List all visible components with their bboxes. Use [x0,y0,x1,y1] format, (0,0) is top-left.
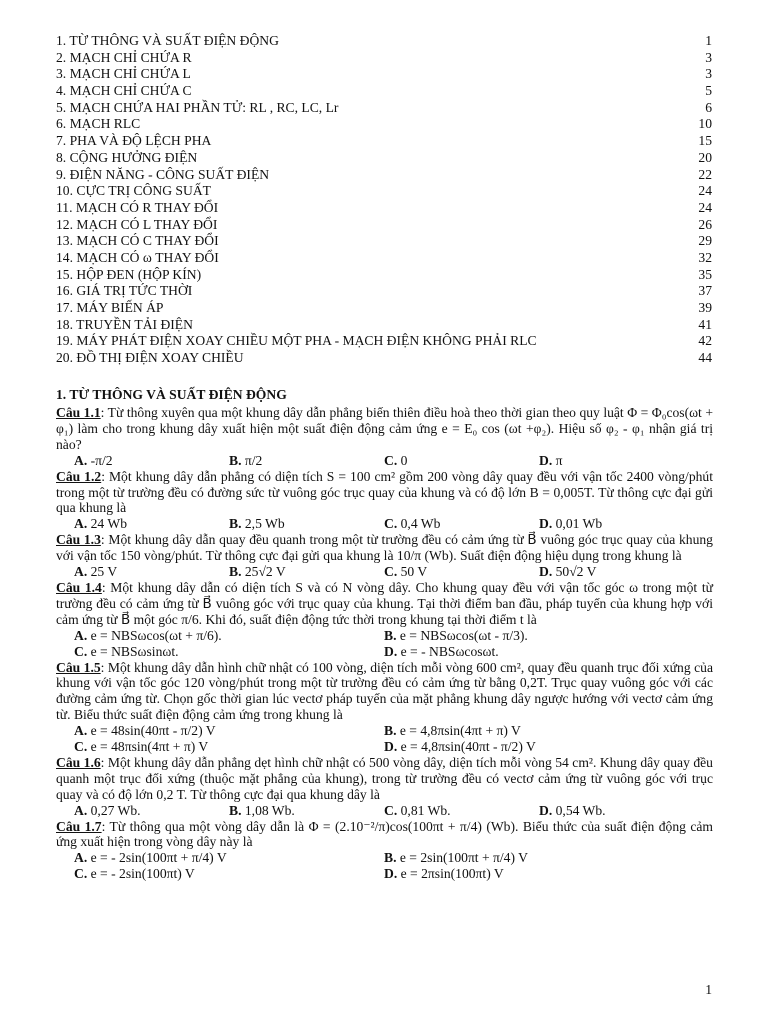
answer-option[interactable] [74,564,229,580]
option-text: π [552,452,563,468]
question-text [56,755,713,803]
toc-entry-page: 3 [705,49,712,65]
toc-entry-page: 22 [698,166,712,182]
toc-entry-page: 26 [698,216,712,232]
answer-option[interactable] [74,723,384,739]
toc-entry[interactable] [56,133,712,150]
option-letter: C. [384,564,398,580]
toc-entry-page: 5 [705,83,712,99]
option-letter: D. [384,866,398,882]
option-text: 25 V [87,564,118,580]
toc-entry[interactable] [56,317,712,334]
toc-entry-page: 10 [698,116,712,132]
question-label: Câu 1.7 [56,818,102,834]
toc-entry[interactable] [56,217,712,234]
answer-option[interactable] [74,628,384,644]
toc-entry-page: 41 [698,316,712,332]
option-text: e = 48sin(40πt - π/2) V [87,723,216,739]
question-body: : Một khung dây dẫn phẳng có diện tích S = 100 cm² gồm 200 vòng dây quay đều với vận tốc 2400 vòng/phút trong một từ trường đều có đường sức từ vuông góc trục quay của khung và có độ lớn B = 0,005T. Từ thông cực đại gửi qua khung là [56,468,713,516]
answer-options [56,803,713,819]
page-number: 1 [705,982,712,997]
toc-entry[interactable] [56,33,712,50]
answer-option[interactable] [74,516,229,532]
option-letter: A. [74,802,88,818]
toc-entry-title: 10. CỰC TRỊ CÔNG SUẤT [56,183,211,199]
option-letter: B. [384,627,397,643]
option-text: e = 4,8πsin(40πt - π/2) V [397,739,536,755]
toc-entry-page: 20 [698,149,712,165]
toc-entry-page: 35 [698,266,712,282]
toc-entry[interactable] [56,66,712,83]
toc-entry-title: 5. MẠCH CHỨA HAI PHẦN TỬ: RL , RC, LC, Lr [56,99,339,115]
option-letter: C. [74,739,88,755]
option-text: e = - 2sin(100πt + π/4) V [87,850,227,866]
answer-option[interactable] [384,644,694,660]
question-body: : Từ thông xuyên qua một khung dây dẫn phẳng biến thiên điều hoà theo thời gian theo quy luật Φ = Φ₀cos(ωt + φ₁) làm cho trong khung dây xuất hiện một suất điện động cảm ứng e = E₀ cos (ωt +φ₂). Hiệu số φ₂ - φ₁ nhận giá trị nào? [56,405,713,452]
toc-entry-page: 44 [698,350,712,366]
question-text [56,819,713,851]
answer-option[interactable] [384,739,694,755]
question-label: Câu 1.3 [56,532,101,548]
question-label: Câu 1.5 [56,659,101,675]
question-label: Câu 1.2 [56,468,102,484]
toc-entry-title: 1. TỪ THÔNG VÀ SUẤT ĐIỆN ĐỘNG [56,33,279,48]
option-text: e = - NBSωcosωt. [397,643,499,659]
toc-entry-title: 2. MẠCH CHỈ CHỨA R [56,49,192,65]
toc-entry-title: 20. ĐỒ THỊ ĐIỆN XOAY CHIỀU [56,350,244,366]
toc-entry-page: 39 [698,300,712,315]
answer-option[interactable] [229,516,384,532]
option-letter: B. [384,850,397,866]
option-letter: C. [384,516,398,532]
answer-option[interactable] [384,803,539,819]
answer-option[interactable] [74,644,384,660]
toc-entry[interactable] [56,333,712,350]
answer-options [56,564,713,580]
option-letter: D. [539,564,553,580]
question-body: : Từ thông qua một vòng dây dẫn là Φ = (2.10⁻²/π)cos(100πt + π/4) (Wb). Biểu thức của suất điện động cảm ứng xuất hiện trong vòng dây này là [56,818,713,850]
toc-entry-title: 3. MẠCH CHỈ CHỨA L [56,66,191,82]
option-text: e = - 2sin(100πt) V [87,866,195,882]
answer-options [56,866,713,882]
option-text: 0,54 Wb. [552,802,606,818]
toc-entry-title: 9. ĐIỆN NĂNG - CÔNG SUẤT ĐIỆN [56,166,270,182]
answer-option[interactable] [384,723,694,739]
answer-option[interactable] [539,803,694,819]
table-of-contents [56,33,712,367]
question-text [56,660,713,724]
answer-option[interactable] [384,564,539,580]
question-text [56,532,713,564]
question-text [56,580,713,628]
answer-options [56,453,713,469]
option-text: 2,5 Wb [241,516,285,532]
option-text: 25√2 V [241,564,286,580]
toc-entry[interactable] [56,267,712,284]
toc-entry-title: 18. TRUYỀN TẢI ĐIỆN [56,316,193,332]
toc-entry[interactable] [56,350,712,367]
option-letter: A. [74,564,88,580]
option-letter: D. [384,739,398,755]
toc-entry-page: 3 [705,66,712,82]
toc-entry[interactable] [56,116,712,133]
option-letter: C. [74,643,88,659]
toc-entry-page: 15 [698,133,712,149]
option-text: 1,08 Wb. [241,802,295,818]
toc-entry-page: 42 [698,333,712,349]
option-letter: C. [384,802,398,818]
section-content [56,386,713,882]
option-text: e = NBSωcos(ωt - π/3). [396,627,528,643]
toc-entry[interactable] [56,300,712,317]
answer-option[interactable] [384,453,539,469]
option-text: 50 V [397,564,428,580]
option-text: 0,27 Wb. [87,802,141,818]
option-letter: B. [229,564,242,580]
toc-entry[interactable] [56,200,712,217]
option-letter: A. [74,452,88,468]
toc-entry-title: 13. MẠCH CÓ C THAY ĐỔI [56,233,219,249]
answer-option[interactable] [74,739,384,755]
question-text [56,405,713,453]
toc-entry[interactable] [56,50,712,67]
answer-options [56,739,713,755]
answer-options [56,628,713,644]
toc-entry[interactable] [56,150,712,167]
answer-options [56,850,713,866]
toc-entry-title: 8. CỘNG HƯỞNG ĐIỆN [56,149,198,165]
question-text [56,469,713,517]
toc-entry[interactable] [56,167,712,184]
toc-entry-title: 7. PHA VÀ ĐỘ LỆCH PHA [56,133,212,149]
toc-entry-title: 19. MÁY PHÁT ĐIỆN XOAY CHIỀU MỘT PHA - MẠCH ĐIỆN KHÔNG PHẢI RLC [56,333,537,349]
answer-options [56,516,713,532]
option-letter: C. [384,452,398,468]
toc-entry-page: 37 [698,283,712,299]
toc-entry[interactable] [56,83,712,100]
option-letter: B. [384,723,397,739]
question-body: : Một khung dây dẫn có diện tích S và có N vòng dây. Cho khung quay đều với vận tốc góc ω trong một từ trường đều có cảm ứng từ B⃗ vuông góc với trục quay của khung. Tại thời điểm ban đầu, pháp tuyến của khung hợp với cảm ứng từ B⃗ một góc π/6. Khi đó, suất điện động tức thời trong khung tại thời điểm t là [56,579,713,627]
answer-options [56,723,713,739]
option-text: 24 Wb [87,516,127,532]
option-letter: D. [539,516,553,532]
toc-entry-title: 12. MẠCH CÓ L THAY ĐỔI [56,216,218,232]
answer-option[interactable] [539,516,694,532]
option-text: e = 2sin(100πt + π/4) V [396,850,528,866]
answer-option[interactable] [539,453,694,469]
answer-option[interactable] [384,866,694,882]
answer-option[interactable] [229,453,384,469]
toc-entry-page: 32 [698,249,712,265]
toc-entry-page: 6 [705,99,712,115]
option-text: 0,81 Wb. [397,802,451,818]
question-label: Câu 1.4 [56,579,102,595]
option-text: -π/2 [87,452,113,468]
question-body: : Một khung dây dẫn phẳng dẹt hình chữ nhật có 500 vòng dây, diện tích mỗi vòng 54 cm². Khung dây quay đều quanh một trục đối xứng (thuộc mặt phẳng của khung), trong từ trường đều có vectơ cảm ứng từ vuông góc với trục quay và có độ lớn 0,2 T. Từ thông cực đại qua khung dây là [56,754,713,802]
toc-entry-page: 24 [698,199,712,215]
question-body: : Một khung dây dẫn quay đều quanh trong một từ trường đều có cảm ứng từ B⃗ vuông góc trục quay của khung với vận tốc 150 vòng/phút. Từ thông cực đại gửi qua khung là 10/π (Wb). Suất điện động hiệu dụng trong khung là [56,532,713,564]
answer-option[interactable] [539,564,694,580]
toc-entry[interactable] [56,183,712,200]
option-letter: B. [229,516,242,532]
answer-option[interactable] [229,803,384,819]
toc-entry[interactable] [56,250,712,267]
option-text: 0 [397,452,408,468]
toc-entry-title: 16. GIÁ TRỊ TỨC THỜI [56,283,193,299]
question-label: Câu 1.6 [56,754,101,770]
question-label: Câu 1.1 [56,405,101,420]
option-text: π/2 [241,452,263,468]
section-title: 1. TỪ THÔNG VÀ SUẤT ĐIỆN ĐỘNG [56,387,287,402]
toc-entry-title: 14. MẠCH CÓ ω THAY ĐỔI [56,249,219,265]
option-letter: D. [539,452,553,468]
toc-entry-title: 6. MẠCH RLC [56,116,141,132]
option-text: e = 2πsin(100πt) V [397,866,504,882]
option-letter: A. [74,723,88,739]
option-text: 50√2 V [552,564,597,580]
option-letter: A. [74,850,88,866]
option-letter: D. [384,643,398,659]
toc-entry-title: 11. MẠCH CÓ R THAY ĐỔI [56,199,219,215]
answer-option[interactable] [74,850,384,866]
toc-entry[interactable] [56,233,712,250]
option-text: e = 48πsin(4πt + π) V [87,739,209,755]
answer-option[interactable] [74,866,384,882]
toc-entry-page: 24 [698,183,712,199]
toc-entry-title: 4. MẠCH CHỈ CHỨA C [56,83,192,99]
answer-options [56,644,713,660]
question-body: : Một khung dây dẫn hình chữ nhật có 100 vòng, diện tích mỗi vòng 600 cm², quay đều quanh trục đối xứng của khung với vận tốc góc 120 vòng/phút trong một từ trường đều có cảm ứng từ bằng 0,2T. Trục quay vuông góc với các đường cảm ứng từ. Chọn gốc thời gian lúc vectơ pháp tuyến của mặt phẳng khung dây ngược hướng với vectơ cảm ứng từ. Biểu thức suất điện động cảm ứng trong khung là [56,659,713,723]
toc-entry-title: 17. MÁY BIẾN ÁP [56,300,164,315]
toc-entry-title: 15. HỘP ĐEN (HỘP KÍN) [56,266,202,282]
answer-option[interactable] [74,803,229,819]
option-letter: D. [539,802,553,818]
toc-entry[interactable] [56,100,712,117]
option-letter: A. [74,516,88,532]
option-text: e = NBSωsinωt. [87,643,179,659]
answer-option[interactable] [384,850,694,866]
answer-option[interactable] [384,516,539,532]
option-text: e = 4,8πsin(4πt + π) V [396,723,521,739]
option-text: 0,01 Wb [552,516,603,532]
answer-option[interactable] [74,453,229,469]
toc-entry[interactable] [56,283,712,300]
option-text: 0,4 Wb [397,516,441,532]
option-letter: A. [74,627,88,643]
toc-entry-page: 1 [705,33,712,48]
option-letter: C. [74,866,88,882]
answer-option[interactable] [384,628,694,644]
option-letter: B. [229,452,242,468]
toc-entry-page: 29 [698,233,712,249]
answer-option[interactable] [229,564,384,580]
option-letter: B. [229,802,242,818]
option-text: e = NBSωcos(ωt + π/6). [87,627,222,643]
question-list [56,405,713,882]
